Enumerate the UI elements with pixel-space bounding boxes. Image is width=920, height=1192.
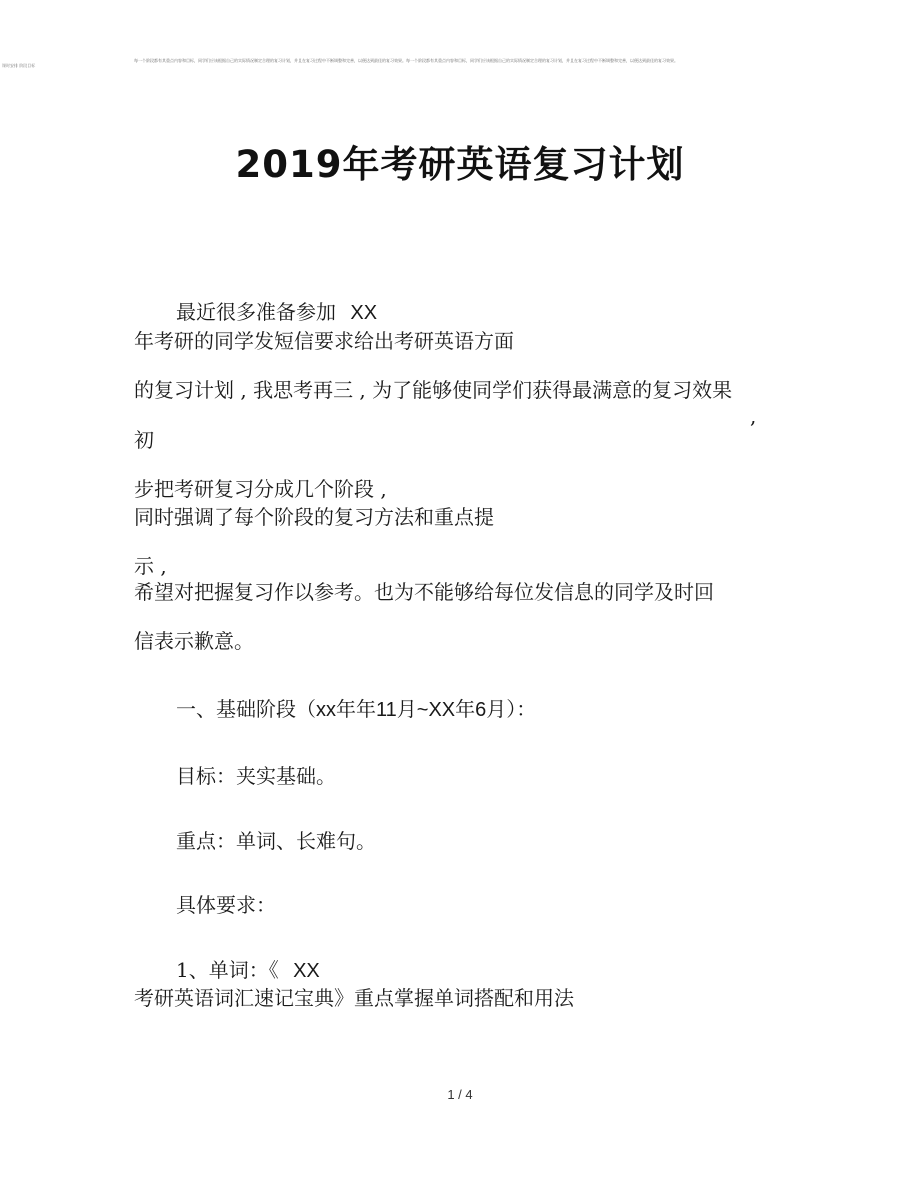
intro-line-5: 步把考研复习分成几个阶段 , [134,477,387,501]
requirement-item-1-line-2: 考研英语词汇速记宝典》重点掌握单词搭配和用法 [134,986,574,1010]
requirement-item-1-prefix: 1、单词：《 [176,958,279,982]
intro-line-6: 同时强调了每个阶段的复习方法和重点提 [134,505,494,529]
document-title: 2019年考研英语复习计划 [235,143,685,186]
page-number: 1 / 4 [447,1087,473,1102]
header-side-label: 课时安排 阶段目标 [2,63,36,68]
section-heading-suffix: ）： [506,697,537,721]
intro-line-2: 年考研的同学发短信要求给出考研英语方面 [134,329,514,353]
section-heading-prefix: 一、基础阶段（ [176,697,316,721]
intro-line-4: 初 [134,428,154,452]
intro-line-1-latin: XX [350,302,378,324]
intro-line-9: 信表示歉意。 [134,629,254,653]
intro-line-1 [176,300,377,325]
intro-line-7: 示 , [134,554,167,578]
intro-line-3-comma: , [750,404,757,428]
section-heading-range: xx年年11月~XX年6月 [316,699,507,721]
intro-line-8: 希望对把握复习作以参考。也为不能够给每位发信息的同学及时回 [134,580,714,604]
requirement-item-1-latin: XX [293,960,320,982]
section-requirements: 具体要求： [176,893,276,917]
section-heading [176,697,536,722]
requirement-item-1 [176,958,320,983]
intro-line-3: 的复习计划 , 我思考再三 , 为了能够使同学们获得最满意的复习效果 [134,378,733,402]
header-note: 每一个阶段都有其重点内容和目标，同学们应该根据自己的实际情况制定合理的复习计划，并且在复习过程中不断调整和完善，以便达到最佳的复习效果。每一个阶段都有其重点内容和目标，同学们应该根据自己的实际情况制定合理的复习计划，并且在复习过程中不断调整和完善，以便达到最佳的复习效果。 [134,58,678,63]
section-focus: 重点：单词、长难句。 [176,829,376,853]
intro-line-1-text: 最近很多准备参加 [176,300,336,324]
section-goal: 目标：夹实基础。 [176,764,336,788]
